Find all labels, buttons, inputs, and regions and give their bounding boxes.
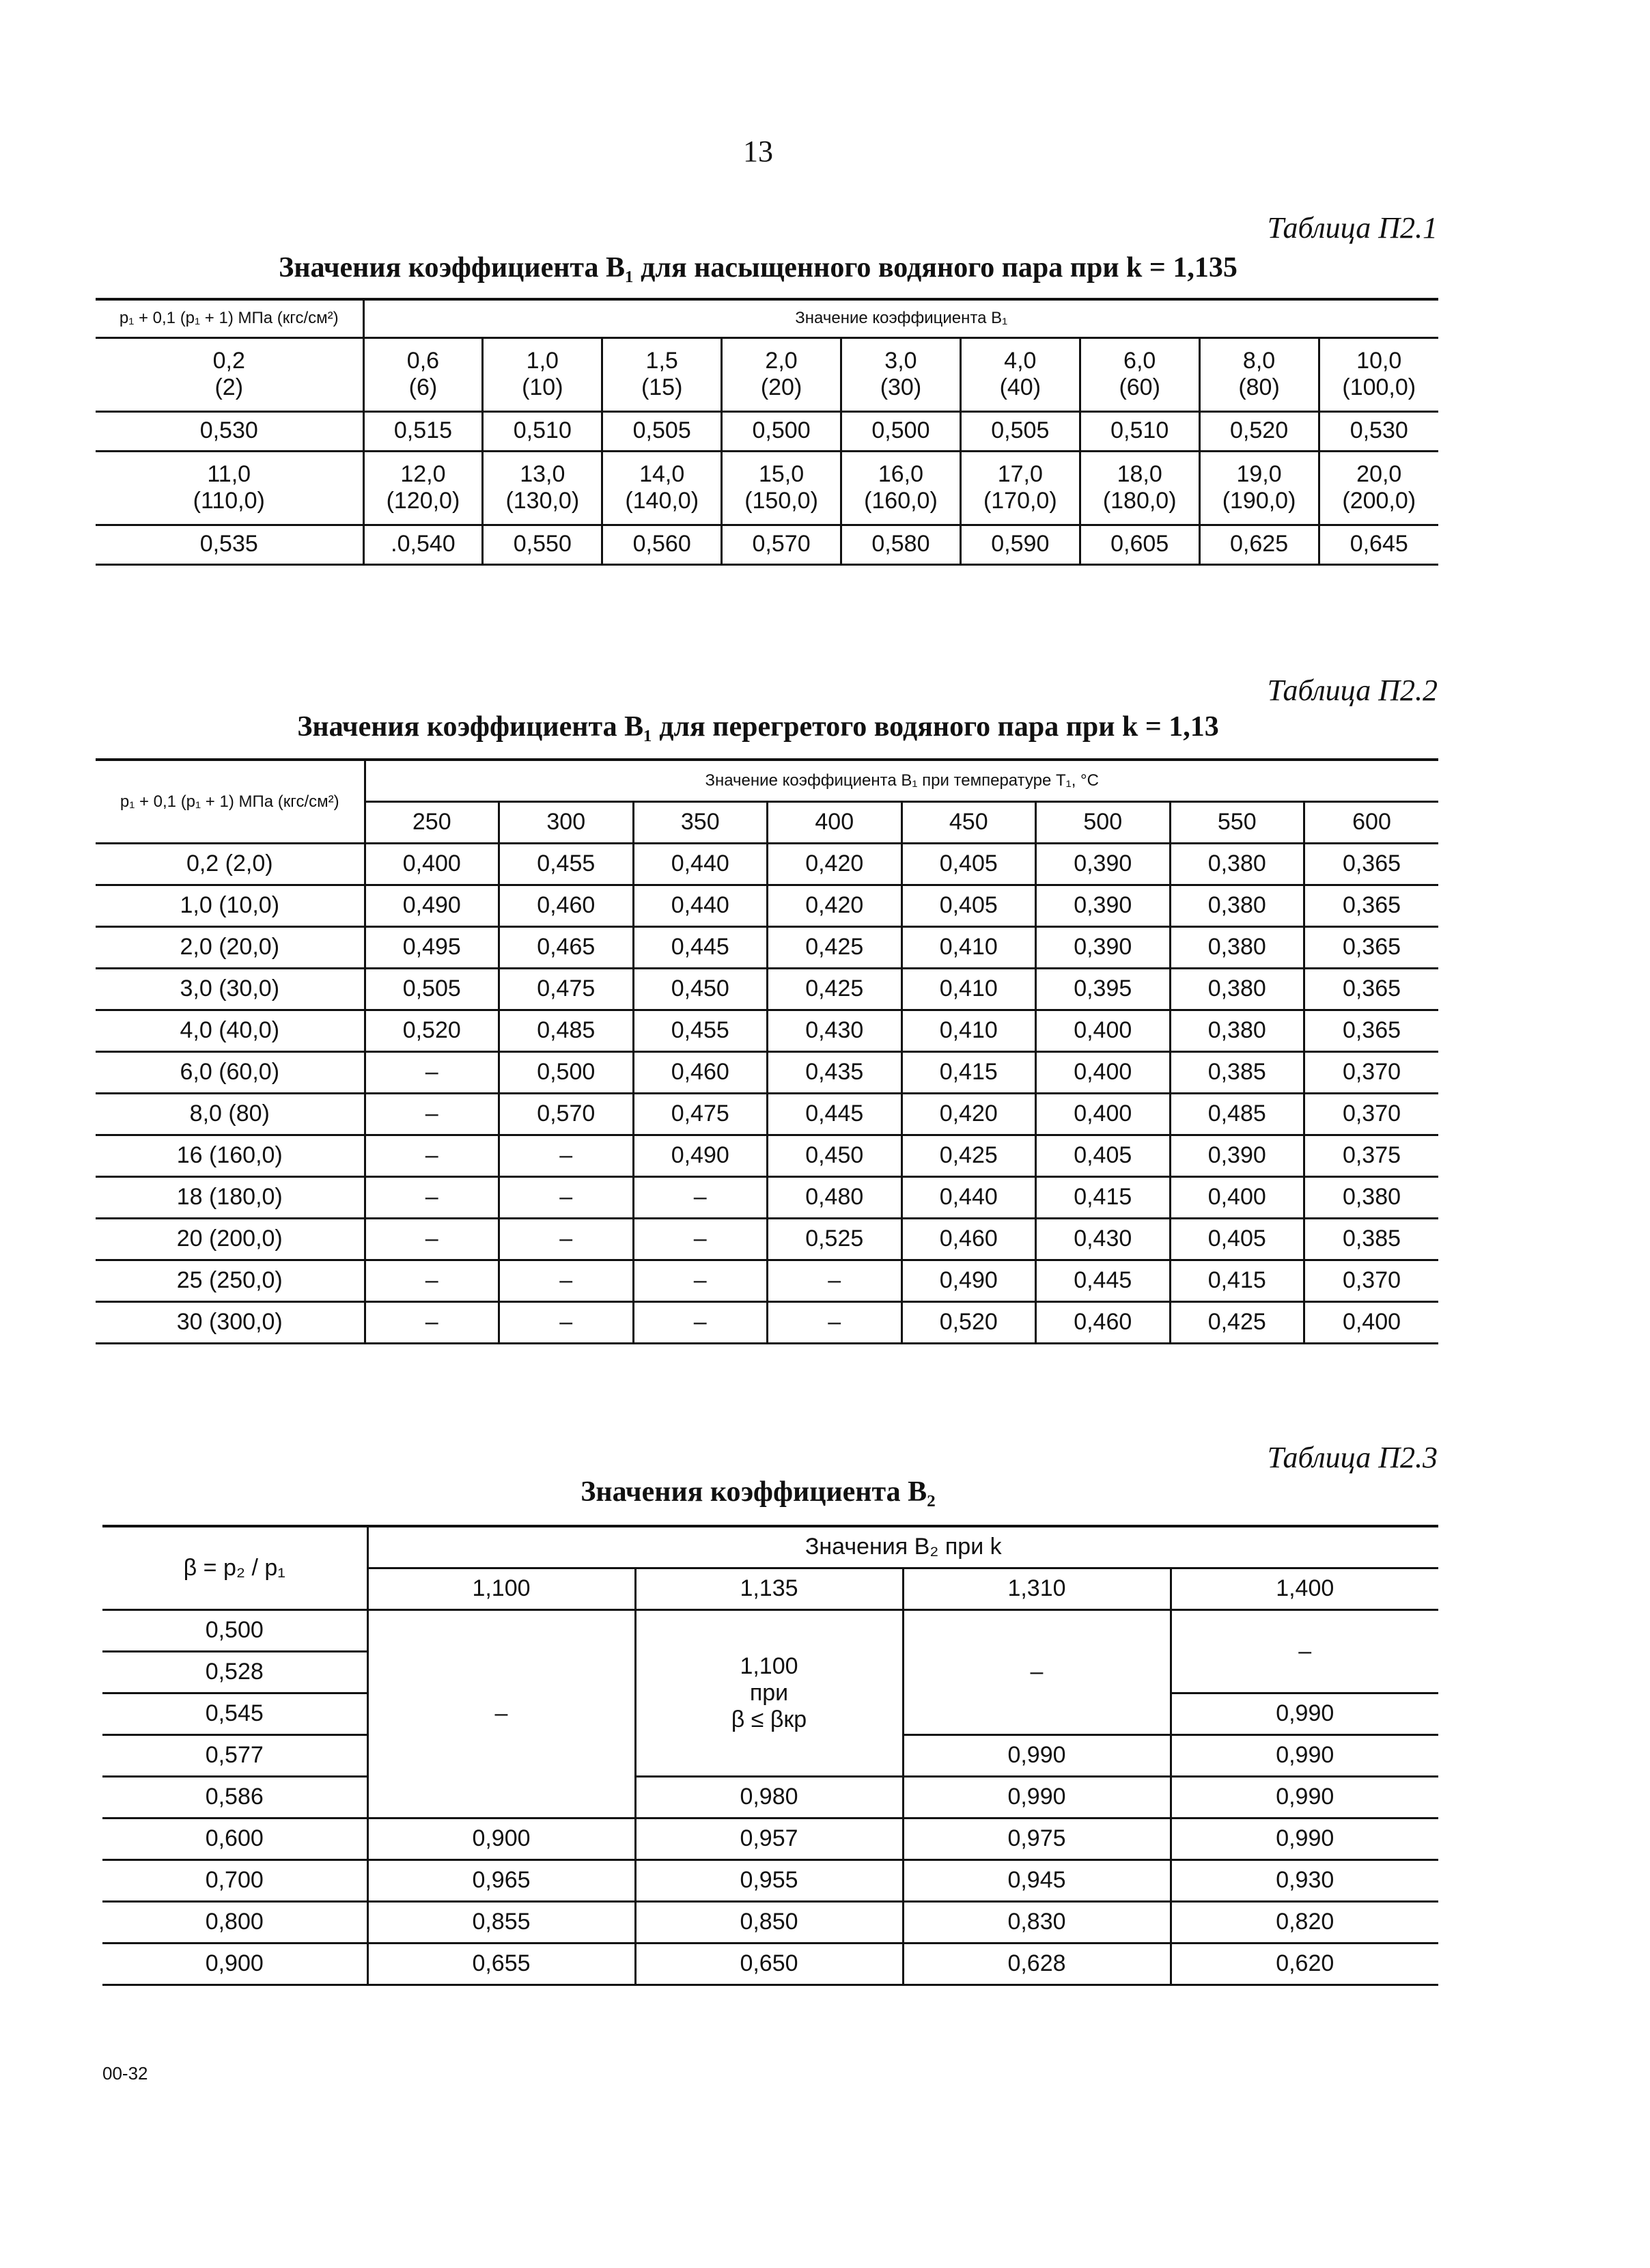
table-cell: 0,405 (1170, 1219, 1304, 1260)
table-cell: 0,990 (903, 1735, 1171, 1777)
table-cell: 0,475 (633, 1094, 768, 1135)
table-cell: – (768, 1302, 902, 1344)
table-cell: 0,500 (722, 411, 841, 451)
table-cell: 0,505 (365, 969, 499, 1010)
pressure-cell: 3,0 (30,0) (96, 969, 365, 1010)
table-cell: 0,520 (365, 1010, 499, 1052)
table-cell: 0,545 (102, 1693, 367, 1735)
table-cell: 0,380 (1170, 844, 1304, 885)
table-cell: – (367, 1610, 635, 1818)
temperature-header-cell: 450 (901, 802, 1036, 844)
pressure-cell: 18 (180,0) (96, 1177, 365, 1219)
table-row (102, 1818, 1438, 1860)
table-cell: 0,365 (1304, 927, 1439, 969)
table-cell: 0,535 (96, 525, 363, 564)
table-cell: 0,6 (6) (363, 337, 483, 411)
table-cell: 0,530 (96, 411, 363, 451)
table-cell: 17,0 (170,0) (960, 451, 1080, 525)
table-cell: 0,435 (768, 1052, 902, 1094)
table-cell: 0,525 (768, 1219, 902, 1260)
pressure-cell: 2,0 (20,0) (96, 927, 365, 969)
table-row (96, 525, 1438, 564)
table-cell: 0,990 (1171, 1693, 1438, 1735)
temperature-header-cell: 500 (1036, 802, 1171, 844)
table-row (96, 1135, 1438, 1177)
table-cell: 0,365 (1304, 885, 1439, 927)
table-cell: 0,405 (1036, 1135, 1171, 1177)
table-cell: 0,530 (1319, 411, 1438, 451)
table-cell: 0,495 (365, 927, 499, 969)
table-cell: – (499, 1135, 634, 1177)
table-cell: – (633, 1302, 768, 1344)
table-cell: 0,515 (363, 411, 483, 451)
table-cell: 0,460 (499, 885, 634, 927)
table-cell: 0,405 (901, 885, 1036, 927)
table-cell: 0,820 (1171, 1902, 1438, 1944)
table-cell: 0,490 (365, 885, 499, 927)
table-cell: 0,400 (1036, 1094, 1171, 1135)
temperature-header-cell: 350 (633, 802, 768, 844)
table-2 (96, 758, 1438, 1344)
table-cell: 0,955 (635, 1860, 903, 1902)
table-cell: 1,100 при β ≤ βкр (635, 1610, 903, 1777)
table-cell: 0,580 (841, 525, 961, 564)
table-1-value-header: Значение коэффициента B₁ (363, 299, 1438, 337)
table-cell: – (365, 1219, 499, 1260)
table-cell: 0,645 (1319, 525, 1438, 564)
pressure-cell: 0,2 (2,0) (96, 844, 365, 885)
table-cell: 0,430 (1036, 1219, 1171, 1260)
table-cell: 0,2 (2) (96, 337, 363, 411)
table-cell: 0,395 (1036, 969, 1171, 1010)
table-cell: 8,0 (80) (1199, 337, 1319, 411)
table-cell: 0,528 (102, 1652, 367, 1693)
table-cell: – (499, 1177, 634, 1219)
table-cell: 6,0 (60) (1080, 337, 1199, 411)
table-cell: 0,420 (901, 1094, 1036, 1135)
table-cell: 0,425 (768, 969, 902, 1010)
table-cell: 0,415 (1170, 1260, 1304, 1302)
table-cell: 0,405 (901, 844, 1036, 885)
table-row (102, 1610, 1438, 1652)
table-row (96, 885, 1438, 927)
table-cell: 1,100 (367, 1568, 635, 1610)
table-1 (96, 298, 1438, 566)
table-cell: 0,930 (1171, 1860, 1438, 1902)
table-cell: 0,700 (102, 1860, 367, 1902)
table-row (96, 411, 1438, 451)
table-cell: 0,370 (1304, 1260, 1439, 1302)
table-cell: 15,0 (150,0) (722, 451, 841, 525)
table-cell: 19,0 (190,0) (1199, 451, 1319, 525)
table-row (96, 844, 1438, 885)
table-cell: 0,505 (602, 411, 722, 451)
table-cell: 0,380 (1170, 927, 1304, 969)
table-row (96, 451, 1438, 525)
table-cell: 0,577 (102, 1735, 367, 1777)
table-cell: 1,5 (15) (602, 337, 722, 411)
table-cell: 0,450 (768, 1135, 902, 1177)
table-cell: 0,570 (722, 525, 841, 564)
table-1-title: Значения коэффициента B₁ для насыщенного водяного пара при k = 1,135 (279, 252, 1238, 284)
table-cell: 0,590 (960, 525, 1080, 564)
table-cell: 1,135 (635, 1568, 903, 1610)
table-cell: 0,475 (499, 969, 634, 1010)
table-row (96, 969, 1438, 1010)
table-cell: – (1171, 1610, 1438, 1693)
table-cell: 0,485 (499, 1010, 634, 1052)
table-row (96, 1094, 1438, 1135)
temperature-header-cell: 400 (768, 802, 902, 844)
table-cell: 11,0 (110,0) (96, 451, 363, 525)
table-row (102, 1860, 1438, 1902)
table-row (96, 1302, 1438, 1344)
table-cell: 0,505 (960, 411, 1080, 451)
table-cell: 4,0 (40) (960, 337, 1080, 411)
table-cell: – (365, 1302, 499, 1344)
table-cell: 1,0 (10) (483, 337, 602, 411)
table-cell: – (365, 1260, 499, 1302)
table-row (96, 337, 1438, 411)
temperature-header-cell: 550 (1170, 802, 1304, 844)
table-cell: – (633, 1177, 768, 1219)
pressure-cell: 25 (250,0) (96, 1260, 365, 1302)
table-3-title: Значения коэффициента B₂ (581, 1476, 936, 1508)
table-cell: 0,855 (367, 1902, 635, 1944)
table-cell: 0,560 (602, 525, 722, 564)
table-cell: 0,480 (768, 1177, 902, 1219)
table-cell: 0,800 (102, 1902, 367, 1944)
pressure-cell: 30 (300,0) (96, 1302, 365, 1344)
table-cell: 0,455 (633, 1010, 768, 1052)
table-row (96, 927, 1438, 969)
table-cell: 0,655 (367, 1944, 635, 1985)
table-2-value-header: Значение коэффициента B₁ при температуре T₁, °C (365, 760, 1438, 802)
table-cell: 0,425 (901, 1135, 1036, 1177)
table-cell: 0,455 (499, 844, 634, 885)
temperature-header-cell: 250 (365, 802, 499, 844)
table-cell: 0,965 (367, 1860, 635, 1902)
table-cell: 0,370 (1304, 1094, 1439, 1135)
table-cell: 0,465 (499, 927, 634, 969)
table-cell: 0,410 (901, 927, 1036, 969)
table-cell: 0,380 (1304, 1177, 1439, 1219)
table-cell: 0,460 (901, 1219, 1036, 1260)
table-cell: 0,957 (635, 1818, 903, 1860)
pressure-cell: 6,0 (60,0) (96, 1052, 365, 1094)
table-cell: 1,400 (1171, 1568, 1438, 1610)
table-cell: 0,586 (102, 1777, 367, 1818)
table-cell: 0,650 (635, 1944, 903, 1985)
table-cell: 0,365 (1304, 844, 1439, 885)
table-cell: 0,500 (499, 1052, 634, 1094)
table-row (96, 1010, 1438, 1052)
pressure-cell: 8,0 (80) (96, 1094, 365, 1135)
table-cell: 0,440 (633, 844, 768, 885)
table-cell: 0,620 (1171, 1944, 1438, 1985)
table-cell: 3,0 (30) (841, 337, 961, 411)
table-cell: 0,390 (1036, 885, 1171, 927)
table-cell: 18,0 (180,0) (1080, 451, 1199, 525)
table-cell: 0,850 (635, 1902, 903, 1944)
table-cell: 12,0 (120,0) (363, 451, 483, 525)
table-row (96, 1177, 1438, 1219)
table-2-title: Значения коэффициента B₁ для перегретого водяного пара при k = 1,13 (297, 711, 1219, 743)
table-cell: – (499, 1219, 634, 1260)
table-cell: 0,410 (901, 1010, 1036, 1052)
table-3 (102, 1525, 1438, 1986)
table-cell: 0,628 (903, 1944, 1171, 1985)
table-cell: – (499, 1260, 634, 1302)
table-cell: 0,390 (1036, 927, 1171, 969)
table-cell: 0,990 (1171, 1818, 1438, 1860)
footer-code: 00-32 (102, 2063, 148, 2084)
table-cell: 0,990 (1171, 1777, 1438, 1818)
table-cell: 0,460 (1036, 1302, 1171, 1344)
table-cell: .0,540 (363, 525, 483, 564)
table-cell: 0,425 (768, 927, 902, 969)
table-cell: 0,370 (1304, 1052, 1439, 1094)
table-1-label: Таблица П2.1 (1267, 211, 1438, 245)
table-cell: 0,385 (1304, 1219, 1439, 1260)
table-row (102, 1777, 1438, 1818)
table-cell: 0,500 (841, 411, 961, 451)
table-cell: 0,510 (1080, 411, 1199, 451)
table-cell: 0,420 (768, 885, 902, 927)
page-number: 13 (743, 135, 773, 168)
table-cell: 0,990 (903, 1777, 1171, 1818)
table-cell: 0,415 (901, 1052, 1036, 1094)
table-cell: 0,900 (102, 1944, 367, 1985)
table-cell: 1,310 (903, 1568, 1171, 1610)
table-cell: 0,625 (1199, 525, 1319, 564)
table-cell: 0,570 (499, 1094, 634, 1135)
table-cell: 0,990 (1171, 1735, 1438, 1777)
table-cell: 2,0 (20) (722, 337, 841, 411)
table-2-label: Таблица П2.2 (1267, 674, 1438, 707)
table-cell: 0,400 (365, 844, 499, 885)
table-cell: 13,0 (130,0) (483, 451, 602, 525)
temperature-header-cell: 300 (499, 802, 634, 844)
table-cell: 0,980 (635, 1777, 903, 1818)
table-cell: 0,490 (901, 1260, 1036, 1302)
table-cell: 0,380 (1170, 885, 1304, 927)
table-cell: 0,520 (1199, 411, 1319, 451)
table-cell: 0,605 (1080, 525, 1199, 564)
table-cell: 0,375 (1304, 1135, 1439, 1177)
pressure-cell: 4,0 (40,0) (96, 1010, 365, 1052)
table-3-label: Таблица П2.3 (1267, 1441, 1438, 1474)
table-cell: 0,400 (1036, 1010, 1171, 1052)
table-cell: 14,0 (140,0) (602, 451, 722, 525)
table-cell: 0,400 (1036, 1052, 1171, 1094)
table-cell: 0,600 (102, 1818, 367, 1860)
table-cell: 0,830 (903, 1902, 1171, 1944)
table-cell: 0,450 (633, 969, 768, 1010)
table-cell: 0,425 (1170, 1302, 1304, 1344)
table-cell: 0,520 (901, 1302, 1036, 1344)
pressure-cell: 16 (160,0) (96, 1135, 365, 1177)
table-row (96, 1052, 1438, 1094)
table-cell: – (633, 1260, 768, 1302)
table-2-col-header: p₁ + 0,1 (p₁ + 1) МПа (кгс/см²) (96, 760, 365, 844)
table-cell: 0,440 (901, 1177, 1036, 1219)
table-cell: – (903, 1610, 1171, 1735)
pressure-cell: 20 (200,0) (96, 1219, 365, 1260)
table-cell: 0,430 (768, 1010, 902, 1052)
table-cell: – (365, 1094, 499, 1135)
table-cell: – (499, 1302, 634, 1344)
table-row (102, 1944, 1438, 1985)
table-3-value-header: Значения B₂ при k (367, 1526, 1438, 1568)
table-cell: 0,445 (768, 1094, 902, 1135)
table-cell: 0,380 (1170, 1010, 1304, 1052)
table-cell: 0,410 (901, 969, 1036, 1010)
table-cell: 0,400 (1170, 1177, 1304, 1219)
table-3-col-header: β = p₂ / p₁ (102, 1526, 367, 1610)
table-cell: 0,420 (768, 844, 902, 885)
table-cell: 0,400 (1304, 1302, 1439, 1344)
table-row (96, 1260, 1438, 1302)
table-cell: 0,510 (483, 411, 602, 451)
table-cell: 0,445 (1036, 1260, 1171, 1302)
table-cell: – (365, 1135, 499, 1177)
table-row (102, 1902, 1438, 1944)
table-cell: 0,440 (633, 885, 768, 927)
table-cell: 0,415 (1036, 1177, 1171, 1219)
table-cell: 0,485 (1170, 1094, 1304, 1135)
table-cell: 0,390 (1170, 1135, 1304, 1177)
table-1-col-header: p₁ + 0,1 (p₁ + 1) МПа (кгс/см²) (96, 299, 363, 337)
table-cell: 16,0 (160,0) (841, 451, 961, 525)
table-cell: 0,380 (1170, 969, 1304, 1010)
table-cell: – (768, 1260, 902, 1302)
pressure-cell: 1,0 (10,0) (96, 885, 365, 927)
table-cell: – (365, 1177, 499, 1219)
table-row (96, 1219, 1438, 1260)
table-cell: 20,0 (200,0) (1319, 451, 1438, 525)
table-cell: 0,945 (903, 1860, 1171, 1902)
table-cell: 10,0 (100,0) (1319, 337, 1438, 411)
table-cell: 0,490 (633, 1135, 768, 1177)
table-cell: 0,900 (367, 1818, 635, 1860)
table-cell: 0,365 (1304, 969, 1439, 1010)
table-cell: 0,390 (1036, 844, 1171, 885)
table-cell: 0,500 (102, 1610, 367, 1652)
table-cell: 0,975 (903, 1818, 1171, 1860)
table-cell: – (365, 1052, 499, 1094)
table-cell: 0,385 (1170, 1052, 1304, 1094)
table-cell: 0,550 (483, 525, 602, 564)
table-cell: 0,460 (633, 1052, 768, 1094)
temperature-header-cell: 600 (1304, 802, 1439, 844)
table-cell: – (633, 1219, 768, 1260)
table-cell: 0,445 (633, 927, 768, 969)
table-cell: 0,365 (1304, 1010, 1439, 1052)
